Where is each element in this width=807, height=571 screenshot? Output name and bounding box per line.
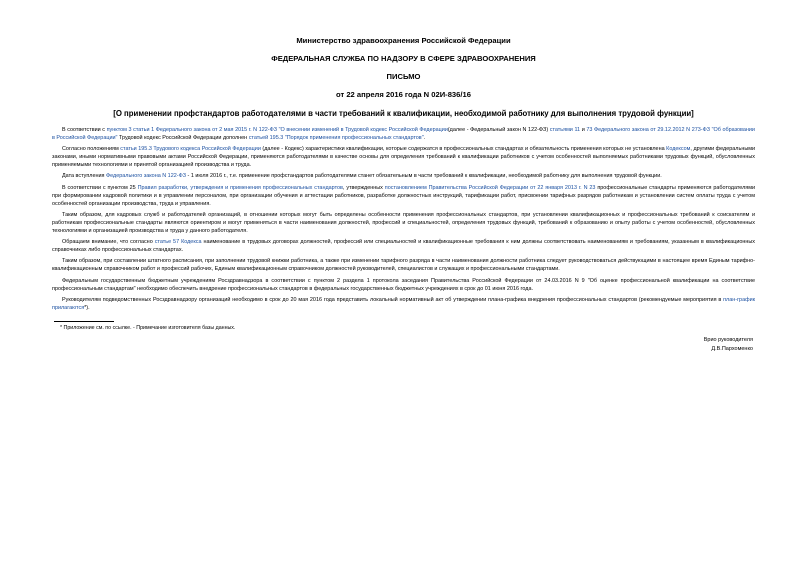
link-code[interactable]: Кодексом: [666, 146, 691, 153]
footnote-divider: [54, 321, 114, 322]
link-articles-11[interactable]: статьями 11: [549, 127, 581, 133]
paragraph-9: Руководителям подведомственных Росздравнадзору организаций необходимо в срок до 20 мая 2016 года представить локальный нормативный акт об утверждении плана-графика внедрения профессиональных стандартов (рекомендуемые мероприятия в план-график прилагаются*).: [52, 296, 755, 311]
link-plan-schedule[interactable]: план-график прилагаются: [52, 296, 755, 311]
link-government-decree-23[interactable]: постановлением Правительства Российской Федерации от 22 января 2013 г. N 23: [384, 184, 596, 191]
link-article-57[interactable]: статье 57 Кодекса: [154, 239, 202, 246]
link-law-122fz-p3-art1[interactable]: пунктом 3 статьи 1 Федерального закона от 2 мая 2015 г. N 122-ФЗ "О внесении изменений в Трудовой кодекс Российской Федерации: [106, 127, 448, 133]
paragraph-4: В соответствии с пунктом 25 Правил разработки, утверждения и применения профессиональных стандартов, утвержденных постановлением Правительства Российской Федерации от 22 января 2013 г. N 23 профессиональные стандарты применяются работодателями при формировании кадровой политики и в управлении персоналом, при организации обучения и аттестации работников, разработке должностных инструкций, тарификации работ, присвоении тарифных разрядов работникам и установлении систем оплаты труда с учетом особенностей организации производства, труда и управления.: [52, 184, 756, 207]
paragraph-7: Таким образом, при составлении штатного расписания, при заполнении трудовой книжки работника, а также при изменении тарифного разряда в части наименования должности работника следует руководствоваться действующими в настоящее время Единым тарифно-квалификационным справочником работ и профессий рабочих, Единым квалификационным справочником должностей руководителей, специалистов и служащих и профессиональными стандартами.: [52, 258, 755, 273]
doc-type-heading: ПИСЬМО: [386, 72, 421, 81]
document-body: [52, 126, 755, 312]
signature-name: Д.В.Пархоменко: [711, 345, 753, 352]
paragraph-8: Федеральным государственным бюджетным учреждениям Росздравнадзора в соответствии с пунктом 2 раздела 1 протокола заседания Правительства Российской Федерации от 24.03.2016 N 9 "Об оценке профессиональной квалификации на соответствие профессиональным стандартам" необходимо обеспечить внедрение профессиональных стандартов в федеральных государственных бюджетных учреждениях в срок до 01 июня 2016 года.: [52, 277, 755, 292]
signature-block: [52, 336, 755, 354]
paragraph-5: Таким образом, для кадровых служб и работодателей организаций, в отношении которых могут быть определены особенности применения профессиональных стандартов, при установлении квалификационных и профессиональных требований к соискателям и работникам профессиональные стандарты являются ориентиром и могут применяться в части наименования должностей, профессий и специальностей, определения трудовых функций, требований к образованию и опыту работы с учетом особенностей, обусловленных технологиями и организацией производства и труда у данного работодателя.: [52, 211, 755, 235]
ministry-heading: Министерство здравоохранения Российской Федерации: [296, 36, 511, 45]
date-number-heading: от 22 апреля 2016 года N 02И-836/16: [336, 90, 471, 99]
paragraph-1: В соответствии с пунктом 3 статьи 1 Федерального закона от 2 мая 2015 г. N 122-ФЗ "О внесении изменений в Трудовой кодекс Российской Федерации(далее - Федеральный закон N 122-ФЗ) статьями 11 и 73 Федерального закона от 29.12.2012 N 273-ФЗ "Об образовании в Российской Федерации" Трудовой кодекс Российской Федерации дополнен статьей 195.3 "Порядок применения профессиональных стандартов".: [52, 127, 755, 142]
link-article-195-3[interactable]: статьей 195.3 "Порядок применения профессиональных стандартов": [248, 135, 424, 142]
link-standards-rules[interactable]: Правил разработки, утверждения и применения профессиональных стандартов: [137, 184, 343, 191]
link-labor-code-195-3[interactable]: статьи 195.3 Трудового кодекса Российской Федерации: [120, 146, 261, 153]
link-law-122fz[interactable]: Федерального закона N 122-ФЗ: [106, 173, 186, 180]
link-law-273fz[interactable]: 73 Федерального закона от 29.12.2012 N 273-ФЗ "Об образовании в Российской Федерации": [52, 127, 755, 142]
document-title: [О применении профстандартов работодателями в части требований к квалификации, необходимой работнику для выполнения трудовой функции]: [113, 109, 694, 118]
footnote: * Приложение см. по ссылке. - Примечание изготовителя базы данных.: [60, 324, 236, 331]
paragraph-3: Дата вступления Федерального закона N 122-ФЗ - 1 июля 2016 г., т.е. применение профстандартов работодателями станет обязательным в части требований к квалификации, необходимой работнику для выполнения трудовой функции.: [62, 173, 662, 180]
paragraph-6: Обращаем внимание, что согласно статье 57 Кодекса наименование в трудовых договорах должностей, профессий или специальностей и квалификационные требования к ним должны соответствовать наименованиям и требованиям, указанным в квалификационных справочниках либо профессиональных стандартах.: [52, 239, 756, 254]
service-heading: ФЕДЕРАЛЬНАЯ СЛУЖБА ПО НАДЗОРУ В СФЕРЕ ЗДРАВООХРАНЕНИЯ: [271, 54, 536, 63]
signature-position: Врио руководителя: [703, 336, 753, 343]
paragraph-2: Согласно положениям статьи 195.3 Трудового кодекса Российской Федерации (далее - Кодекс) характеристики квалификации, которые содержатся в профессиональных стандартах и обязательность применения которых не установлена Кодексом, другими федеральными законами, иными нормативными правовыми актами Российской Федерации, применяются работодателями в качестве основы для определения требований к квалификации работников с учетом особенностей выполняемых работниками трудовых функций, обусловленных применяемыми технологиями и принятой организацией производства и труда.: [52, 146, 755, 169]
